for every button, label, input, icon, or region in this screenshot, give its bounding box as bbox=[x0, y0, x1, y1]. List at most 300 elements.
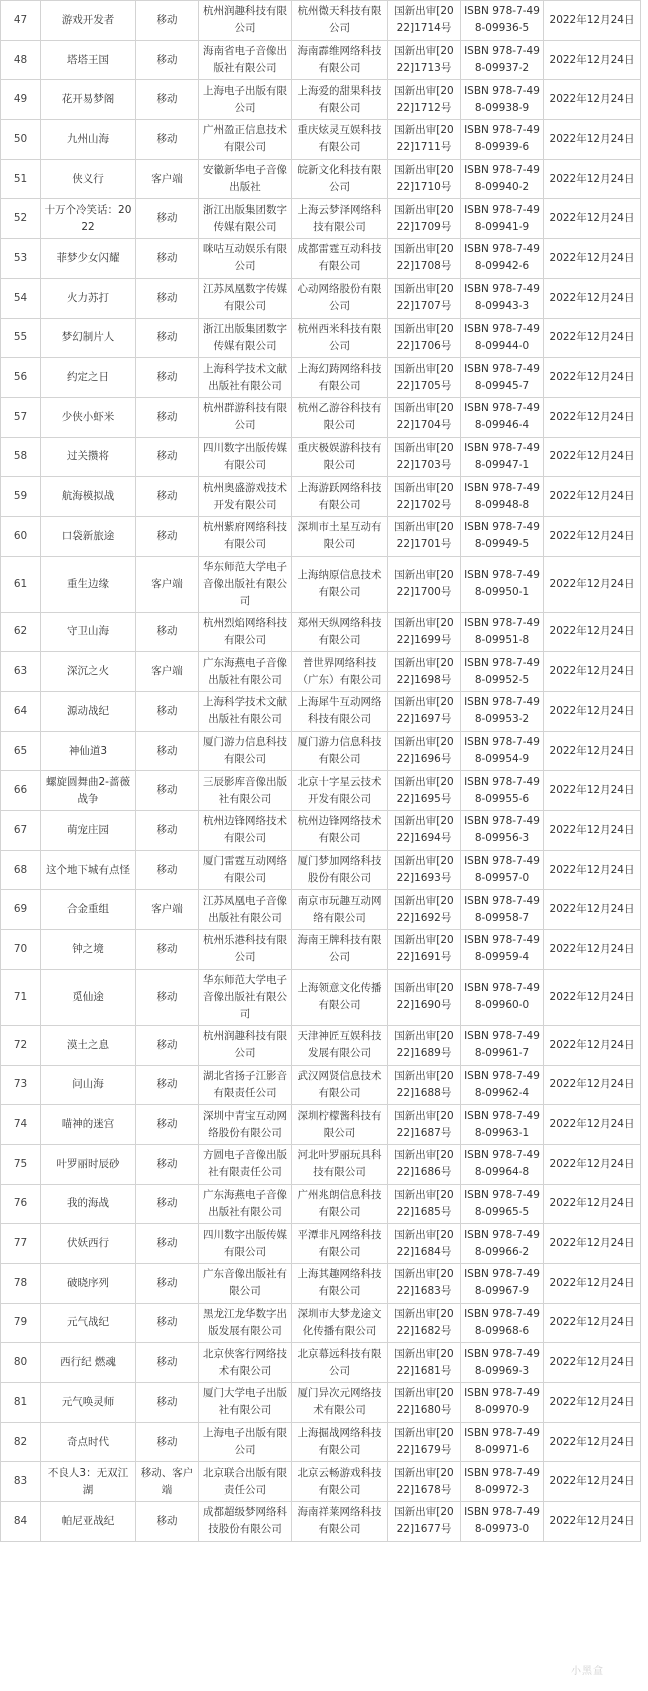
cell-publisher: 黑龙江龙华数字出版发展有限公司 bbox=[199, 1303, 292, 1343]
cell-game-name: 深沉之火 bbox=[41, 652, 136, 692]
cell-number: 60 bbox=[1, 516, 41, 556]
cell-isbn: ISBN 978-7-498-09959-4 bbox=[461, 930, 544, 970]
cell-approval-number: 国新出审[2022]1680号 bbox=[388, 1383, 461, 1423]
cell-operator: 深圳市大梦龙途文化传播有限公司 bbox=[292, 1303, 388, 1343]
cell-date: 2022年12月24日 bbox=[544, 890, 641, 930]
cell-publisher: 广东海燕电子音像出版社有限公司 bbox=[199, 652, 292, 692]
cell-platform: 客户端 bbox=[136, 556, 199, 612]
cell-operator: 杭州乙游谷科技有限公司 bbox=[292, 397, 388, 437]
cell-operator: 重庆极娱游科技有限公司 bbox=[292, 437, 388, 477]
cell-number: 74 bbox=[1, 1105, 41, 1145]
cell-publisher: 海南省电子音像出版社有限公司 bbox=[199, 40, 292, 80]
cell-date: 2022年12月24日 bbox=[544, 731, 641, 771]
cell-isbn: ISBN 978-7-498-09946-4 bbox=[461, 397, 544, 437]
cell-operator: 海南霹维网络科技有限公司 bbox=[292, 40, 388, 80]
cell-approval-number: 国新出审[2022]1711号 bbox=[388, 120, 461, 160]
cell-publisher: 厦门游力信息科技有限公司 bbox=[199, 731, 292, 771]
cell-isbn: ISBN 978-7-498-09954-9 bbox=[461, 731, 544, 771]
cell-publisher: 江苏凤凰数字传媒有限公司 bbox=[199, 278, 292, 318]
cell-approval-number: 国新出审[2022]1712号 bbox=[388, 80, 461, 120]
cell-isbn: ISBN 978-7-498-09941-9 bbox=[461, 199, 544, 239]
cell-platform: 移动 bbox=[136, 1303, 199, 1343]
cell-game-name: 火力苏打 bbox=[41, 278, 136, 318]
cell-platform: 移动 bbox=[136, 1, 199, 41]
cell-platform: 移动 bbox=[136, 278, 199, 318]
cell-isbn: ISBN 978-7-498-09939-6 bbox=[461, 120, 544, 160]
cell-isbn: ISBN 978-7-498-09956-3 bbox=[461, 811, 544, 851]
cell-approval-number: 国新出审[2022]1703号 bbox=[388, 437, 461, 477]
cell-number: 68 bbox=[1, 850, 41, 890]
cell-publisher: 上海电子出版有限公司 bbox=[199, 80, 292, 120]
cell-number: 66 bbox=[1, 771, 41, 811]
cell-publisher: 北京联合出版有限责任公司 bbox=[199, 1462, 292, 1502]
cell-operator: 杭州西米科技有限公司 bbox=[292, 318, 388, 358]
cell-isbn: ISBN 978-7-498-09971-6 bbox=[461, 1422, 544, 1462]
cell-operator: 上海领意文化传播有限公司 bbox=[292, 969, 388, 1025]
cell-number: 81 bbox=[1, 1383, 41, 1423]
table-row bbox=[1, 239, 641, 279]
cell-publisher: 广东音像出版社有限公司 bbox=[199, 1263, 292, 1303]
table-row bbox=[1, 890, 641, 930]
cell-operator: 杭州微天科技有限公司 bbox=[292, 1, 388, 41]
table-row bbox=[1, 930, 641, 970]
table-row bbox=[1, 850, 641, 890]
cell-date: 2022年12月24日 bbox=[544, 1263, 641, 1303]
table-row bbox=[1, 1025, 641, 1065]
cell-platform: 移动 bbox=[136, 1184, 199, 1224]
cell-approval-number: 国新出审[2022]1679号 bbox=[388, 1422, 461, 1462]
cell-isbn: ISBN 978-7-498-09940-2 bbox=[461, 159, 544, 199]
cell-game-name: 过关攒将 bbox=[41, 437, 136, 477]
cell-number: 69 bbox=[1, 890, 41, 930]
cell-isbn: ISBN 978-7-498-09957-0 bbox=[461, 850, 544, 890]
cell-game-name: 西行纪 燃魂 bbox=[41, 1343, 136, 1383]
cell-game-name: 守卫山海 bbox=[41, 612, 136, 652]
cell-platform: 移动 bbox=[136, 692, 199, 732]
cell-operator: 上海爱的甜果科技有限公司 bbox=[292, 80, 388, 120]
cell-publisher: 杭州紫府网络科技有限公司 bbox=[199, 516, 292, 556]
cell-number: 53 bbox=[1, 239, 41, 279]
cell-platform: 移动 bbox=[136, 1224, 199, 1264]
cell-game-name: 伏妖西行 bbox=[41, 1224, 136, 1264]
table-row bbox=[1, 120, 641, 160]
cell-date: 2022年12月24日 bbox=[544, 199, 641, 239]
cell-platform: 移动、客户端 bbox=[136, 1462, 199, 1502]
cell-date: 2022年12月24日 bbox=[544, 850, 641, 890]
cell-game-name: 源动战纪 bbox=[41, 692, 136, 732]
cell-date: 2022年12月24日 bbox=[544, 318, 641, 358]
cell-publisher: 广东海燕电子音像出版社有限公司 bbox=[199, 1184, 292, 1224]
cell-isbn: ISBN 978-7-498-09951-8 bbox=[461, 612, 544, 652]
cell-platform: 移动 bbox=[136, 40, 199, 80]
cell-approval-number: 国新出审[2022]1681号 bbox=[388, 1343, 461, 1383]
cell-operator: 上海云梦泽网络科技有限公司 bbox=[292, 199, 388, 239]
cell-game-name: 喵神的迷宫 bbox=[41, 1105, 136, 1145]
cell-isbn: ISBN 978-7-498-09936-5 bbox=[461, 1, 544, 41]
table-row bbox=[1, 397, 641, 437]
cell-isbn: ISBN 978-7-498-09961-7 bbox=[461, 1025, 544, 1065]
cell-date: 2022年12月24日 bbox=[544, 1343, 641, 1383]
cell-publisher: 杭州群游科技有限公司 bbox=[199, 397, 292, 437]
cell-approval-number: 国新出审[2022]1708号 bbox=[388, 239, 461, 279]
cell-approval-number: 国新出审[2022]1699号 bbox=[388, 612, 461, 652]
cell-game-name: 航海模拟战 bbox=[41, 477, 136, 517]
cell-operator: 上海犀牛互动网络科技有限公司 bbox=[292, 692, 388, 732]
cell-approval-number: 国新出审[2022]1714号 bbox=[388, 1, 461, 41]
cell-approval-number: 国新出审[2022]1697号 bbox=[388, 692, 461, 732]
cell-operator: 普世界网络科技（广东）有限公司 bbox=[292, 652, 388, 692]
cell-isbn: ISBN 978-7-498-09948-8 bbox=[461, 477, 544, 517]
cell-approval-number: 国新出审[2022]1688号 bbox=[388, 1065, 461, 1105]
cell-date: 2022年12月24日 bbox=[544, 969, 641, 1025]
cell-game-name: 不良人3：无双江湖 bbox=[41, 1462, 136, 1502]
cell-number: 59 bbox=[1, 477, 41, 517]
cell-game-name: 游戏开发者 bbox=[41, 1, 136, 41]
cell-approval-number: 国新出审[2022]1687号 bbox=[388, 1105, 461, 1145]
cell-publisher: 成都超级梦网络科技股份有限公司 bbox=[199, 1502, 292, 1542]
cell-game-name: 我的海战 bbox=[41, 1184, 136, 1224]
cell-platform: 移动 bbox=[136, 516, 199, 556]
cell-platform: 移动 bbox=[136, 397, 199, 437]
cell-isbn: ISBN 978-7-498-09958-7 bbox=[461, 890, 544, 930]
cell-approval-number: 国新出审[2022]1707号 bbox=[388, 278, 461, 318]
cell-approval-number: 国新出审[2022]1702号 bbox=[388, 477, 461, 517]
cell-isbn: ISBN 978-7-498-09966-2 bbox=[461, 1224, 544, 1264]
cell-game-name: 萌宠庄园 bbox=[41, 811, 136, 851]
table-row bbox=[1, 731, 641, 771]
table-row bbox=[1, 278, 641, 318]
cell-publisher: 厦门大学电子出版社有限公司 bbox=[199, 1383, 292, 1423]
cell-game-name: 奇点时代 bbox=[41, 1422, 136, 1462]
cell-game-name: 帕尼亚战纪 bbox=[41, 1502, 136, 1542]
cell-operator: 上海掘战网络科技有限公司 bbox=[292, 1422, 388, 1462]
cell-publisher: 华东师范大学电子音像出版社有限公司 bbox=[199, 969, 292, 1025]
watermark-text: 小黑盒 bbox=[571, 1666, 604, 1677]
cell-operator: 北京幕远科技有限公司 bbox=[292, 1343, 388, 1383]
cell-number: 61 bbox=[1, 556, 41, 612]
table-row bbox=[1, 1383, 641, 1423]
cell-platform: 移动 bbox=[136, 358, 199, 398]
cell-number: 75 bbox=[1, 1144, 41, 1184]
cell-isbn: ISBN 978-7-498-09967-9 bbox=[461, 1263, 544, 1303]
cell-publisher: 北京侠客行网络技术有限公司 bbox=[199, 1343, 292, 1383]
table-row bbox=[1, 1144, 641, 1184]
cell-number: 73 bbox=[1, 1065, 41, 1105]
cell-number: 72 bbox=[1, 1025, 41, 1065]
cell-number: 63 bbox=[1, 652, 41, 692]
cell-operator: 广州兆朗信息科技有限公司 bbox=[292, 1184, 388, 1224]
cell-date: 2022年12月24日 bbox=[544, 692, 641, 732]
table-row bbox=[1, 437, 641, 477]
cell-approval-number: 国新出审[2022]1683号 bbox=[388, 1263, 461, 1303]
cell-isbn: ISBN 978-7-498-09942-6 bbox=[461, 239, 544, 279]
cell-platform: 移动 bbox=[136, 1065, 199, 1105]
cell-publisher: 上海科学技术文献出版社有限公司 bbox=[199, 358, 292, 398]
cell-isbn: ISBN 978-7-498-09945-7 bbox=[461, 358, 544, 398]
cell-publisher: 杭州奥盛游戏技术开发有限公司 bbox=[199, 477, 292, 517]
cell-platform: 移动 bbox=[136, 80, 199, 120]
table-row bbox=[1, 199, 641, 239]
cell-platform: 客户端 bbox=[136, 890, 199, 930]
cell-platform: 移动 bbox=[136, 1383, 199, 1423]
cell-platform: 移动 bbox=[136, 1025, 199, 1065]
cell-isbn: ISBN 978-7-498-09944-0 bbox=[461, 318, 544, 358]
cell-publisher: 杭州润趣科技有限公司 bbox=[199, 1, 292, 41]
cell-publisher: 杭州润趣科技有限公司 bbox=[199, 1025, 292, 1065]
cell-game-name: 塔塔王国 bbox=[41, 40, 136, 80]
cell-date: 2022年12月24日 bbox=[544, 80, 641, 120]
cell-date: 2022年12月24日 bbox=[544, 1462, 641, 1502]
table-row bbox=[1, 80, 641, 120]
cell-approval-number: 国新出审[2022]1677号 bbox=[388, 1502, 461, 1542]
cell-publisher: 安徽新华电子音像出版社 bbox=[199, 159, 292, 199]
cell-publisher: 杭州边锋网络技术有限公司 bbox=[199, 811, 292, 851]
cell-isbn: ISBN 978-7-498-09972-3 bbox=[461, 1462, 544, 1502]
table-row bbox=[1, 516, 641, 556]
cell-date: 2022年12月24日 bbox=[544, 930, 641, 970]
cell-operator: 深圳柠檬酱科技有限公司 bbox=[292, 1105, 388, 1145]
cell-game-name: 菲梦少女闪耀 bbox=[41, 239, 136, 279]
cell-date: 2022年12月24日 bbox=[544, 120, 641, 160]
table-row bbox=[1, 318, 641, 358]
cell-number: 82 bbox=[1, 1422, 41, 1462]
cell-date: 2022年12月24日 bbox=[544, 477, 641, 517]
cell-date: 2022年12月24日 bbox=[544, 556, 641, 612]
table-row bbox=[1, 1462, 641, 1502]
cell-number: 51 bbox=[1, 159, 41, 199]
cell-operator: 北京十字星云技术开发有限公司 bbox=[292, 771, 388, 811]
cell-game-name: 漠土之息 bbox=[41, 1025, 136, 1065]
cell-game-name: 元气唤灵师 bbox=[41, 1383, 136, 1423]
cell-date: 2022年12月24日 bbox=[544, 159, 641, 199]
cell-platform: 移动 bbox=[136, 1502, 199, 1542]
cell-publisher: 厦门雷霆互动网络有限公司 bbox=[199, 850, 292, 890]
table-row bbox=[1, 612, 641, 652]
cell-publisher: 方圆电子音像出版社有限责任公司 bbox=[199, 1144, 292, 1184]
table-row bbox=[1, 1422, 641, 1462]
cell-game-name: 觅仙途 bbox=[41, 969, 136, 1025]
cell-isbn: ISBN 978-7-498-09965-5 bbox=[461, 1184, 544, 1224]
cell-platform: 移动 bbox=[136, 437, 199, 477]
table-row bbox=[1, 771, 641, 811]
cell-number: 49 bbox=[1, 80, 41, 120]
cell-number: 48 bbox=[1, 40, 41, 80]
cell-date: 2022年12月24日 bbox=[544, 1144, 641, 1184]
cell-number: 56 bbox=[1, 358, 41, 398]
cell-number: 58 bbox=[1, 437, 41, 477]
cell-game-name: 重生边缘 bbox=[41, 556, 136, 612]
table-row bbox=[1, 652, 641, 692]
cell-platform: 移动 bbox=[136, 1144, 199, 1184]
table-row bbox=[1, 358, 641, 398]
cell-date: 2022年12月24日 bbox=[544, 40, 641, 80]
cell-publisher: 四川数字出版传媒有限公司 bbox=[199, 1224, 292, 1264]
table-row bbox=[1, 556, 641, 612]
cell-publisher: 四川数字出版传媒有限公司 bbox=[199, 437, 292, 477]
cell-game-name: 侠义行 bbox=[41, 159, 136, 199]
cell-approval-number: 国新出审[2022]1705号 bbox=[388, 358, 461, 398]
cell-operator: 海南祥莱网络科技有限公司 bbox=[292, 1502, 388, 1542]
cell-game-name: 九州山海 bbox=[41, 120, 136, 160]
cell-isbn: ISBN 978-7-498-09952-5 bbox=[461, 652, 544, 692]
cell-operator: 武汉网贤信息技术有限公司 bbox=[292, 1065, 388, 1105]
cell-number: 67 bbox=[1, 811, 41, 851]
cell-operator: 郑州天纵网络科技有限公司 bbox=[292, 612, 388, 652]
cell-publisher: 湖北省扬子江影音有限责任公司 bbox=[199, 1065, 292, 1105]
cell-publisher: 三辰影库音像出版社有限公司 bbox=[199, 771, 292, 811]
cell-publisher: 咪咕互动娱乐有限公司 bbox=[199, 239, 292, 279]
cell-operator: 天津神匠互娱科技发展有限公司 bbox=[292, 1025, 388, 1065]
table-row bbox=[1, 40, 641, 80]
cell-game-name: 合金重组 bbox=[41, 890, 136, 930]
table-row bbox=[1, 969, 641, 1025]
cell-isbn: ISBN 978-7-498-09970-9 bbox=[461, 1383, 544, 1423]
cell-operator: 上海幻踌网络科技有限公司 bbox=[292, 358, 388, 398]
cell-number: 83 bbox=[1, 1462, 41, 1502]
cell-approval-number: 国新出审[2022]1710号 bbox=[388, 159, 461, 199]
cell-platform: 移动 bbox=[136, 1422, 199, 1462]
table-row bbox=[1, 1224, 641, 1264]
cell-number: 77 bbox=[1, 1224, 41, 1264]
cell-game-name: 梦幻制片人 bbox=[41, 318, 136, 358]
cell-game-name: 元气战纪 bbox=[41, 1303, 136, 1343]
table-row bbox=[1, 1263, 641, 1303]
cell-approval-number: 国新出审[2022]1704号 bbox=[388, 397, 461, 437]
cell-approval-number: 国新出审[2022]1700号 bbox=[388, 556, 461, 612]
cell-approval-number: 国新出审[2022]1693号 bbox=[388, 850, 461, 890]
cell-game-name: 钟之境 bbox=[41, 930, 136, 970]
cell-date: 2022年12月24日 bbox=[544, 437, 641, 477]
cell-approval-number: 国新出审[2022]1709号 bbox=[388, 199, 461, 239]
cell-number: 47 bbox=[1, 1, 41, 41]
cell-operator: 南京市玩趣互动网络有限公司 bbox=[292, 890, 388, 930]
cell-number: 84 bbox=[1, 1502, 41, 1542]
cell-date: 2022年12月24日 bbox=[544, 358, 641, 398]
cell-publisher: 江苏凤凰电子音像出版社有限公司 bbox=[199, 890, 292, 930]
cell-date: 2022年12月24日 bbox=[544, 516, 641, 556]
cell-game-name: 约定之日 bbox=[41, 358, 136, 398]
cell-number: 57 bbox=[1, 397, 41, 437]
cell-isbn: ISBN 978-7-498-09968-6 bbox=[461, 1303, 544, 1343]
cell-game-name: 十万个冷笑话：2022 bbox=[41, 199, 136, 239]
cell-operator: 上海其趣网络科技有限公司 bbox=[292, 1263, 388, 1303]
cell-isbn: ISBN 978-7-498-09960-0 bbox=[461, 969, 544, 1025]
cell-date: 2022年12月24日 bbox=[544, 1, 641, 41]
table-row bbox=[1, 811, 641, 851]
cell-game-name: 这个地下城有点怪 bbox=[41, 850, 136, 890]
cell-date: 2022年12月24日 bbox=[544, 278, 641, 318]
cell-number: 54 bbox=[1, 278, 41, 318]
cell-isbn: ISBN 978-7-498-09955-6 bbox=[461, 771, 544, 811]
cell-operator: 上海纳原信息技术有限公司 bbox=[292, 556, 388, 612]
table-row bbox=[1, 477, 641, 517]
cell-operator: 杭州边锋网络技术有限公司 bbox=[292, 811, 388, 851]
cell-approval-number: 国新出审[2022]1701号 bbox=[388, 516, 461, 556]
cell-platform: 移动 bbox=[136, 811, 199, 851]
cell-date: 2022年12月24日 bbox=[544, 1502, 641, 1542]
cell-platform: 客户端 bbox=[136, 159, 199, 199]
cell-publisher: 深圳中青宝互动网络股份有限公司 bbox=[199, 1105, 292, 1145]
cell-operator: 厦门游力信息科技有限公司 bbox=[292, 731, 388, 771]
table-row bbox=[1, 1343, 641, 1383]
cell-isbn: ISBN 978-7-498-09969-3 bbox=[461, 1343, 544, 1383]
cell-isbn: ISBN 978-7-498-09947-1 bbox=[461, 437, 544, 477]
cell-platform: 移动 bbox=[136, 199, 199, 239]
cell-publisher: 浙江出版集团数字传媒有限公司 bbox=[199, 318, 292, 358]
cell-isbn: ISBN 978-7-498-09963-1 bbox=[461, 1105, 544, 1145]
cell-number: 76 bbox=[1, 1184, 41, 1224]
cell-approval-number: 国新出审[2022]1684号 bbox=[388, 1224, 461, 1264]
cell-date: 2022年12月24日 bbox=[544, 1105, 641, 1145]
table-row bbox=[1, 692, 641, 732]
cell-publisher: 杭州乐港科技有限公司 bbox=[199, 930, 292, 970]
cell-approval-number: 国新出审[2022]1689号 bbox=[388, 1025, 461, 1065]
cell-date: 2022年12月24日 bbox=[544, 1383, 641, 1423]
cell-approval-number: 国新出审[2022]1678号 bbox=[388, 1462, 461, 1502]
table-row bbox=[1, 1184, 641, 1224]
cell-platform: 移动 bbox=[136, 477, 199, 517]
cell-platform: 移动 bbox=[136, 1105, 199, 1145]
cell-platform: 移动 bbox=[136, 318, 199, 358]
table-row bbox=[1, 1065, 641, 1105]
cell-number: 55 bbox=[1, 318, 41, 358]
cell-game-name: 破晓序列 bbox=[41, 1263, 136, 1303]
cell-date: 2022年12月24日 bbox=[544, 1184, 641, 1224]
cell-date: 2022年12月24日 bbox=[544, 612, 641, 652]
cell-publisher: 广州盈正信息技术有限公司 bbox=[199, 120, 292, 160]
cell-approval-number: 国新出审[2022]1692号 bbox=[388, 890, 461, 930]
cell-date: 2022年12月24日 bbox=[544, 1422, 641, 1462]
table-row bbox=[1, 1303, 641, 1343]
cell-operator: 厦门异次元网络技术有限公司 bbox=[292, 1383, 388, 1423]
cell-approval-number: 国新出审[2022]1713号 bbox=[388, 40, 461, 80]
cell-isbn: ISBN 978-7-498-09973-0 bbox=[461, 1502, 544, 1542]
cell-approval-number: 国新出审[2022]1698号 bbox=[388, 652, 461, 692]
cell-approval-number: 国新出审[2022]1696号 bbox=[388, 731, 461, 771]
cell-publisher: 浙江出版集团数字传媒有限公司 bbox=[199, 199, 292, 239]
cell-game-name: 螺旋圆舞曲2-蔷薇战争 bbox=[41, 771, 136, 811]
cell-operator: 厦门梦加网络科技股份有限公司 bbox=[292, 850, 388, 890]
cell-operator: 心动网络股份有限公司 bbox=[292, 278, 388, 318]
cell-number: 80 bbox=[1, 1343, 41, 1383]
cell-platform: 移动 bbox=[136, 612, 199, 652]
cell-platform: 移动 bbox=[136, 850, 199, 890]
cell-number: 64 bbox=[1, 692, 41, 732]
table-row bbox=[1, 159, 641, 199]
cell-approval-number: 国新出审[2022]1691号 bbox=[388, 930, 461, 970]
cell-platform: 移动 bbox=[136, 1343, 199, 1383]
cell-approval-number: 国新出审[2022]1686号 bbox=[388, 1144, 461, 1184]
cell-platform: 移动 bbox=[136, 771, 199, 811]
cell-operator: 皖新文化科技有限公司 bbox=[292, 159, 388, 199]
cell-operator: 平潭非凡网络科技有限公司 bbox=[292, 1224, 388, 1264]
cell-platform: 移动 bbox=[136, 120, 199, 160]
cell-operator: 海南王牌科技有限公司 bbox=[292, 930, 388, 970]
cell-isbn: ISBN 978-7-498-09938-9 bbox=[461, 80, 544, 120]
cell-game-name: 神仙道3 bbox=[41, 731, 136, 771]
cell-approval-number: 国新出审[2022]1694号 bbox=[388, 811, 461, 851]
cell-game-name: 少侠小虾米 bbox=[41, 397, 136, 437]
cell-date: 2022年12月24日 bbox=[544, 1025, 641, 1065]
cell-game-name: 叶罗丽时辰砂 bbox=[41, 1144, 136, 1184]
cell-number: 65 bbox=[1, 731, 41, 771]
cell-game-name: 问山海 bbox=[41, 1065, 136, 1105]
cell-publisher: 杭州烈焰网络科技有限公司 bbox=[199, 612, 292, 652]
table-row bbox=[1, 1502, 641, 1542]
table-row bbox=[1, 1, 641, 41]
cell-approval-number: 国新出审[2022]1695号 bbox=[388, 771, 461, 811]
cell-isbn: ISBN 978-7-498-09962-4 bbox=[461, 1065, 544, 1105]
